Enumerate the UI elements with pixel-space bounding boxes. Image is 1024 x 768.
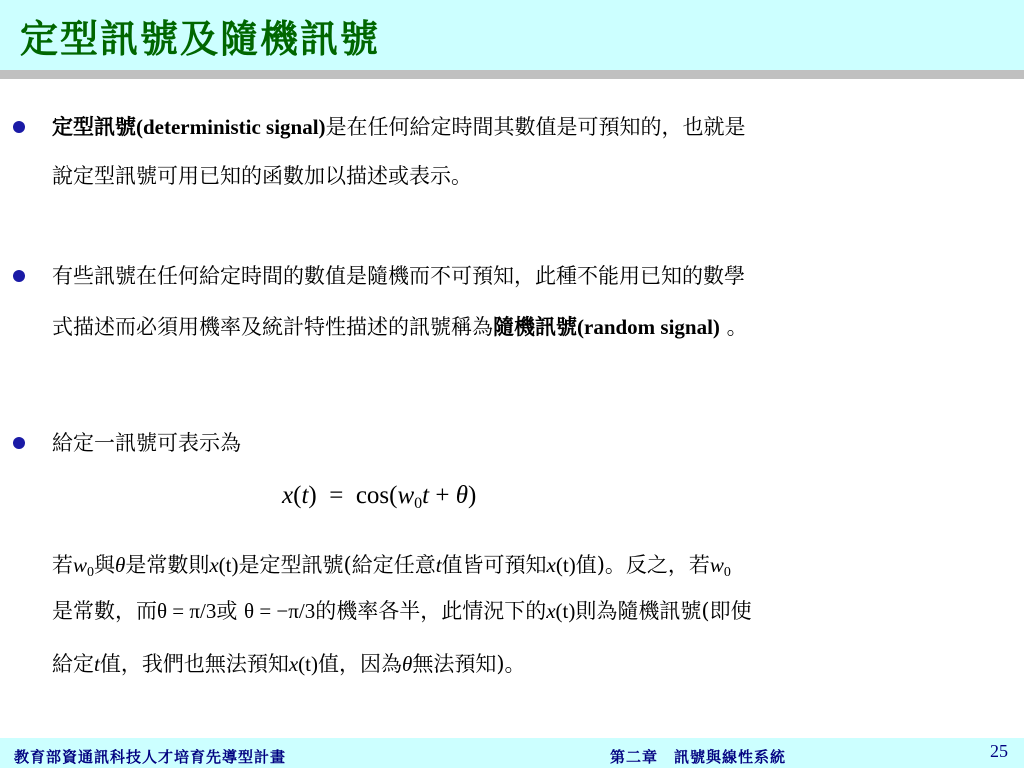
page-number: 25 bbox=[990, 741, 1008, 761]
equation-rhs: $\cos(w_0t + \theta)$ bbox=[355, 482, 477, 512]
bullet-dot-icon bbox=[13, 437, 25, 449]
title-divider bbox=[0, 70, 1024, 79]
term-random-en: (random signal) bbox=[577, 315, 720, 339]
explanation-line-3: 給定t值，我們也無法預知x(t)值，因為θ無法預知)。 bbox=[52, 652, 526, 676]
theta-neg-pi-over-3: θ = −π/3 bbox=[244, 599, 316, 623]
footer-program-name: 教育部資通訊科技人才培育先導型計畫 bbox=[14, 748, 287, 766]
bullet-1-line-1 bbox=[52, 113, 746, 141]
bullet-1-text: 是在任何給定時間其數值是可預知的，也就是 bbox=[325, 115, 746, 139]
term-deterministic: 定型訊號 bbox=[52, 114, 136, 139]
title-bar bbox=[0, 0, 1024, 70]
bullet-2-line-1: 有些訊號在任何給定時間的數值是隨機而不可預知，此種不能用已知的數學 bbox=[52, 264, 745, 288]
bullet-2-text: 式描述而必須用機率及統計特性描述的訊號稱為 bbox=[52, 315, 493, 339]
footer-bar bbox=[0, 738, 1024, 768]
slide-title: 定型訊號及隨機訊號 bbox=[20, 16, 381, 61]
bullet-2-end: 。 bbox=[719, 315, 748, 339]
bullet-2-line-2 bbox=[52, 313, 748, 341]
bullet-3-line-1: 給定一訊號可表示為 bbox=[52, 431, 241, 455]
bullet-dot-icon bbox=[13, 270, 25, 282]
bullet-dot-icon bbox=[13, 121, 25, 133]
footer-chapter: 第二章 訊號與線性系統 bbox=[610, 748, 787, 766]
explanation-line-2: 是常數，而θ = π/3或 θ = −π/3的機率各半，此情況下的x(t)則為隨機訊號(即使 bbox=[52, 599, 752, 623]
explanation-line-1: 若$w_0$與θ是常數則x(t)是定型訊號(給定任意t值皆可預知x(t)值)。反之，若$w_0$ bbox=[52, 553, 731, 580]
equation-lhs: x(t) bbox=[282, 482, 317, 509]
signal-equation: $x(t) = \cos(w_0t + \theta)$ bbox=[282, 482, 477, 512]
bullet-1-line-2: 說定型訊號可用已知的函數加以描述或表示。 bbox=[52, 164, 472, 188]
term-random: 隨機訊號 bbox=[493, 314, 577, 339]
term-deterministic-en: (deterministic signal) bbox=[136, 115, 326, 139]
theta-pi-over-3: θ = π/3 bbox=[157, 599, 217, 623]
